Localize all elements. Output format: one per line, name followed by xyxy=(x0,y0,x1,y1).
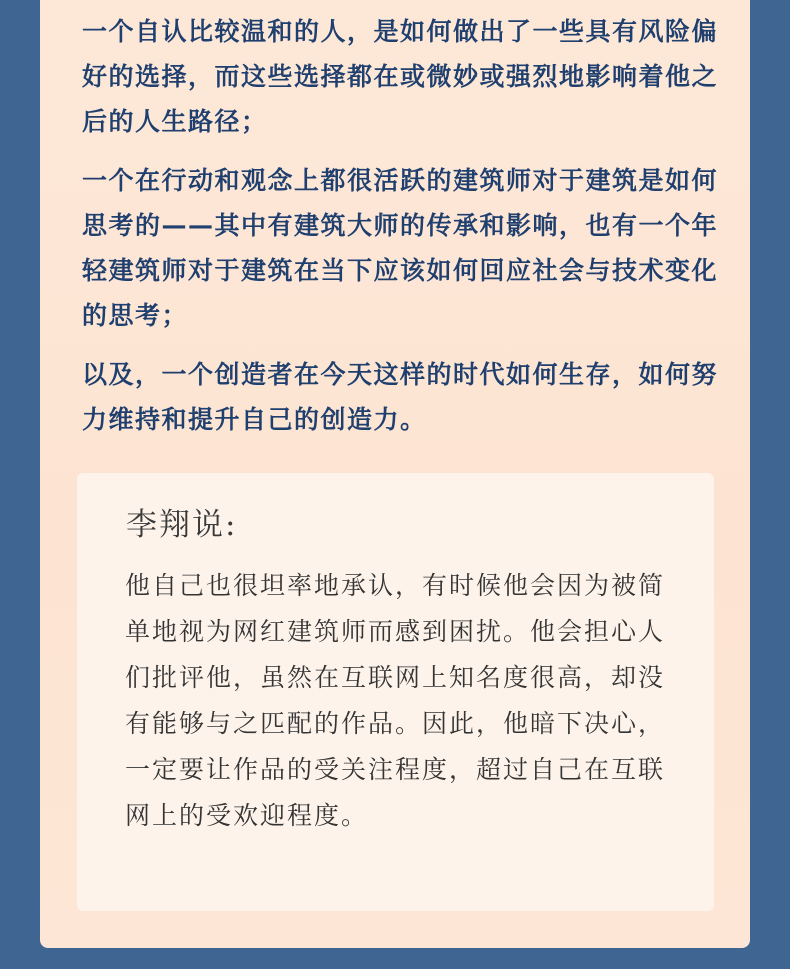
quote-body: 他自己也很坦率地承认，有时候他会因为被简单地视为网红建筑师而感到困扰。他会担心人们批评他，虽然在互联网上知名度很高，却没有能够与之匹配的作品。因此，他暗下决心，一定要让作品的受关注程度，超过自己在互联网上的受欢迎程度。 xyxy=(125,571,666,830)
content-card xyxy=(40,0,750,948)
intro-paragraph-3: 以及，一个创造者在今天这样的时代如何生存，如何努力维持和提升自己的创造力。 xyxy=(82,360,719,434)
intro-paragraph-1: 一个自认比较温和的人，是如何做出了一些具有风险偏好的选择，而这些选择都在或微妙或强烈地影响着他之后的人生路径； xyxy=(82,17,719,136)
intro-paragraph-2: 一个在行动和观念上都很活跃的建筑师对于建筑是如何思考的——其中有建筑大师的传承和影响，也有一个年轻建筑师对于建筑在当下应该如何回应社会与技术变化的思考； xyxy=(82,166,719,330)
quote-title: 李翔说: xyxy=(126,507,238,543)
quote-box xyxy=(77,473,714,911)
